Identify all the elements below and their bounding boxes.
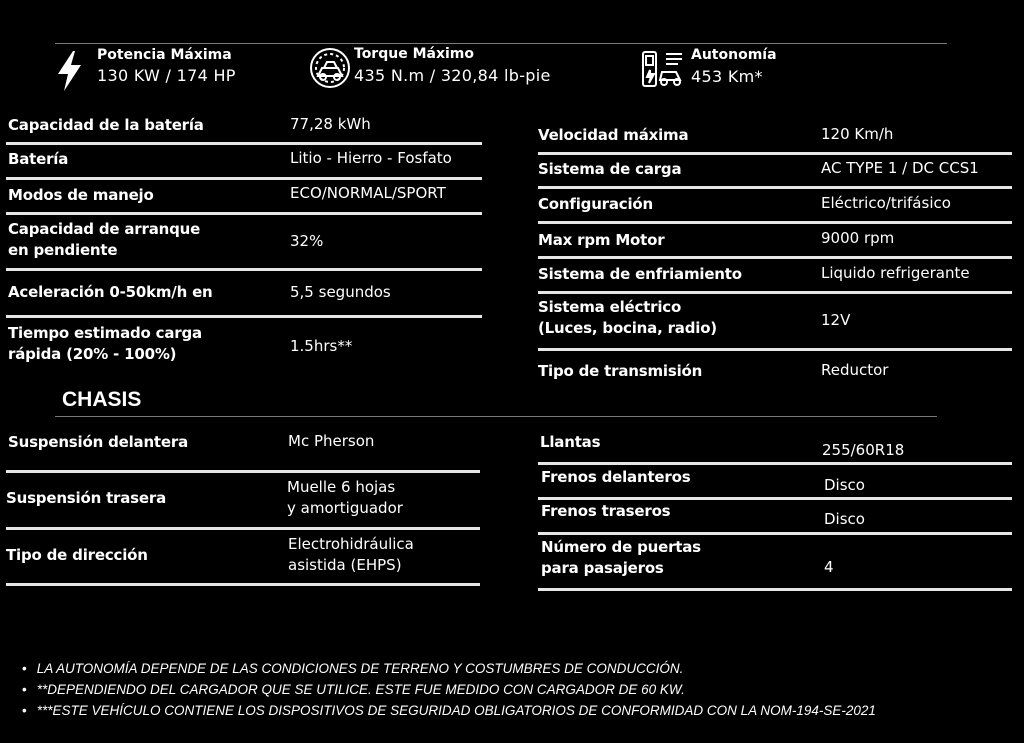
highlight-value: 130 KW / 174 HP <box>97 66 236 85</box>
highlight-value: 453 Km* <box>691 67 763 86</box>
spec-label: Capacidad de arranque en pendiente <box>8 220 201 259</box>
spec-label: Frenos delanteros <box>541 468 691 486</box>
engine-torque-icon <box>308 46 352 90</box>
spec-value: Litio - Hierro - Fosfato <box>290 149 452 167</box>
spec-label: Capacidad de la batería <box>8 116 204 134</box>
spec-value: 5,5 segundos <box>290 283 391 301</box>
row-divider <box>6 315 482 318</box>
section-divider <box>55 416 937 417</box>
row-divider <box>538 497 1012 500</box>
spec-value: Electrohidráulica asistida (EHPS) <box>288 535 414 574</box>
spec-label: Frenos traseros <box>541 502 671 520</box>
row-divider <box>538 186 1012 189</box>
spec-label: Batería <box>8 150 69 168</box>
spec-value: 9000 rpm <box>821 229 895 247</box>
highlight-value: 435 N.m / 320,84 lb-pie <box>354 66 551 85</box>
spec-value: Muelle 6 hojas y amortiguador <box>287 478 403 517</box>
spec-value: AC TYPE 1 / DC CCS1 <box>821 159 979 177</box>
highlight-title: Autonomía <box>691 47 777 63</box>
spec-label: Tipo de dirección <box>6 546 148 564</box>
spec-value: 32% <box>290 232 324 250</box>
spec-value: 4 <box>824 558 834 576</box>
spec-label: Configuración <box>538 195 654 213</box>
row-divider <box>6 142 482 145</box>
spec-value: Reductor <box>821 361 889 379</box>
spec-label: Aceleración 0-50km/h en <box>8 283 213 301</box>
spec-label: Tiempo estimado carga rápida (20% - 100%) <box>8 324 202 363</box>
spec-label: Suspensión trasera <box>6 489 166 507</box>
spec-label: Número de puertas para pasajeros <box>541 538 701 577</box>
spec-value: Eléctrico/trifásico <box>821 194 951 212</box>
row-divider <box>6 527 480 530</box>
row-divider <box>538 152 1012 155</box>
spec-label: Tipo de transmisión <box>538 362 703 380</box>
lightning-bolt-icon <box>55 50 83 92</box>
row-divider <box>538 291 1012 294</box>
spec-value: 77,28 kWh <box>290 115 371 133</box>
section-title: CHASIS <box>62 388 142 411</box>
charging-range-icon <box>640 46 686 92</box>
row-divider <box>6 212 482 215</box>
spec-label: Suspensión delantera <box>8 433 188 451</box>
row-divider <box>6 583 480 586</box>
row-divider <box>6 268 482 271</box>
spec-value: Disco <box>824 476 865 494</box>
row-divider <box>538 532 1012 535</box>
row-divider <box>538 348 1012 351</box>
top-divider <box>55 43 947 44</box>
footnote: • LA AUTONOMÍA DEPENDE DE LAS CONDICIONES DE TERRENO Y COSTUMBRES DE CONDUCCIÓN. <box>22 658 876 679</box>
spec-value: ECO/NORMAL/SPORT <box>290 184 446 202</box>
spec-label: Max rpm Motor <box>538 231 665 249</box>
highlight-title: Potencia Máxima <box>97 47 232 63</box>
spec-value: 12V <box>821 311 851 329</box>
spec-label: Llantas <box>540 433 601 451</box>
spec-label: Sistema de carga <box>538 160 682 178</box>
spec-value: 1.5hrs** <box>290 337 353 355</box>
footnote: • ***ESTE VEHÍCULO CONTIENE LOS DISPOSITIVOS DE SEGURIDAD OBLIGATORIOS DE CONFORMIDAD CON LA NOM-194-SE-2021 <box>22 700 876 721</box>
spec-label: Velocidad máxima <box>538 126 689 144</box>
row-divider <box>538 256 1012 259</box>
row-divider <box>538 588 1012 591</box>
spec-value: Mc Pherson <box>288 432 375 450</box>
row-divider <box>6 470 480 473</box>
spec-label: Sistema eléctrico (Luces, bocina, radio) <box>538 298 717 337</box>
spec-value: Liquido refrigerante <box>821 264 970 282</box>
row-divider <box>6 177 482 180</box>
spec-value: 120 Km/h <box>821 125 894 143</box>
spec-label: Sistema de enfriamiento <box>538 265 742 283</box>
footnote: • **DEPENDIENDO DEL CARGADOR QUE SE UTILICE. ESTE FUE MEDIDO CON CARGADOR DE 60 KW. <box>22 679 876 700</box>
footnotes <box>22 658 876 721</box>
highlight-title: Torque Máximo <box>354 46 474 62</box>
row-divider <box>538 462 1012 465</box>
spec-value: Disco <box>824 510 865 528</box>
spec-label: Modos de manejo <box>8 186 154 204</box>
row-divider <box>538 221 1012 224</box>
spec-value: 255/60R18 <box>822 441 905 459</box>
